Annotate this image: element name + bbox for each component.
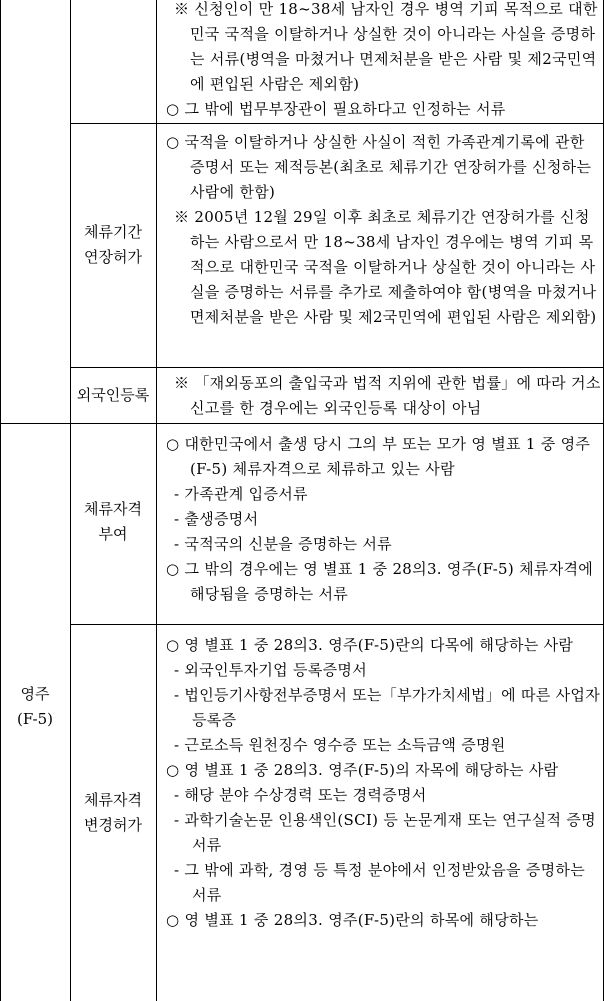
circle-item: ○ 대한민국에서 출생 당시 그의 부 또는 모가 영 별표 1 중 영주(F-5) 체류자격으로 체류하고 있는 사람 [166,435,591,478]
row-content-grant [166,432,602,607]
row-content-extension [166,130,602,330]
row-label-registration: 외국인등록 [76,386,150,404]
dash-item: - 가족관계 입증서류 [174,485,308,503]
circle-item: ○ 그 밖에 법무부장관이 필요하다고 인정하는 서류 [166,100,506,118]
dash-item: - 과학기술논문 인용색인(SCI) 등 논문게재 또는 연구실적 증명서류 [174,811,596,854]
row-divider [70,367,604,368]
circle-item: ○ 영 별표 1 중 28의3. 영주(F-5)의 자목에 해당하는 사람 [166,761,559,779]
row-label-grant: 체류자격 부여 [84,500,142,543]
circle-item: ○ 영 별표 1 중 28의3. 영주(F-5)란의 하목에 해당하는 [166,911,539,929]
circle-item: ○ 그 밖의 경우에는 영 별표 1 중 28의3. 영주(F-5) 체류자격에 해당됨을 증명하는 서류 [166,560,594,603]
section-divider [0,423,604,424]
table-border-left [0,0,1,1001]
circle-item: ○ 영 별표 1 중 28의3. 영주(F-5)란의 다목에 해당하는 사람 [166,636,574,654]
dash-item: - 외국인투자기업 등록증명서 [174,661,367,679]
row-divider [70,123,604,124]
row-label-change: 체류자격 변경허가 [84,791,142,834]
dash-item: - 출생증명서 [174,510,259,528]
note-item: ※ 2005년 12월 29일 이후 최초로 체류기간 연장허가를 신청하는 사람으로서 만 18~38세 남자인 경우에는 병역 기피 목적으로 대한민국 국적을 이탈하거나 상실한 것이 아니라는 사실을 증명하는 서류를 추가로 제출하여야 함(병역을 마쳤거나 면제처분을 받은 사람 및 제2국민역에 편입된 사람은 제외함) [174,208,597,326]
dash-item: - 그 밖에 과학, 경영 등 특정 분야에서 인정받았음을 증명하는 서류 [174,861,586,904]
dash-item: - 근로소득 원천징수 영수증 또는 소득금액 증명원 [174,736,506,754]
row-content-registration [166,371,602,421]
row-content-change [166,633,602,933]
row-divider [70,624,604,625]
row-label-extension: 체류기간 연장허가 [84,223,142,266]
section-label-f5: 영주 (F-5) [16,685,54,728]
dash-item: - 국적국의 신분을 증명하는 서류 [174,535,392,553]
dash-item: - 법인등기사항전부증명서 또는「부가가치세법」에 따른 사업자등록증 [174,686,600,729]
note-item: ※ 신청인이 만 18~38세 남자인 경우 병역 기피 목적으로 대한민국 국적을 이탈하거나 상실한 것이 아니라는 사실을 증명하는 서류(병역을 마쳤거나 면제처분을 받은 사람 및 제2국민역에 편입된 사람은 제외함) [174,0,598,93]
note-item: ※ 「재외동포의 출입국과 법적 지위에 관한 법률」에 따라 거소신고를 한 경우에는 외국인등록 대상이 아님 [174,374,601,417]
dash-item: - 해당 분야 수상경력 또는 경력증명서 [174,786,427,804]
circle-item: ○ 국적을 이탈하거나 상실한 사실이 적힌 가족관계기록에 관한 증명서 또는 제적등본(최초로 체류기간 연장허가를 신청하는 사람에 한함) [166,133,592,201]
table-col-divider-2 [156,0,157,1001]
row-content-continuation [166,0,602,122]
